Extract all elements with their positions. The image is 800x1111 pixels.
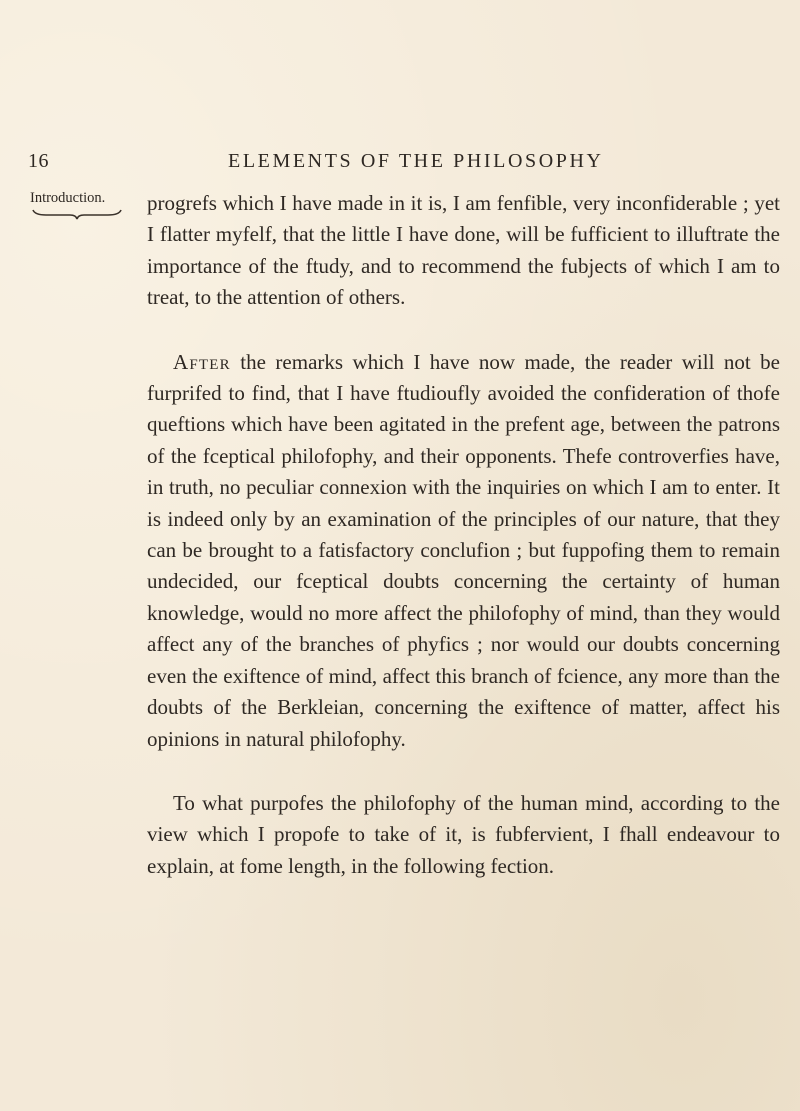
page-number: 16 [28, 150, 49, 172]
paragraph-2 [147, 347, 780, 755]
paragraph-1-text: progrefs which I have made in it is, I am fenfible, very inconfiderable ; yet I flatter myfelf, that the little I have done, will be fufficient to illuftrate the importance of the ftudy, and to recommend the fubjects of which I am to treat, to the attention of others. [147, 191, 780, 310]
brace-ornament [32, 208, 122, 220]
body-text [147, 188, 780, 882]
paragraph-2-lead: After [173, 349, 231, 374]
paragraph-3-text: To what purpofes the philofophy of the human mind, according to the view which I propofe to take of it, is fubfervient, I fhall endeavour to explain, at fome length, in the following fection. [147, 790, 780, 878]
paragraph-2-text: the remarks which I have now made, the reader will not be furprifed to find, that I have ftudioufly avoided the confideration of thofe queftions which have been agitated in the prefent age, between the patrons of the fceptical philofophy, and their opponents. Thefe controverfies have, in truth, no peculiar connexion with the inquiries on which I am to enter. It is indeed only by an examination of the principles of our nature, that they can be brought to a fatisfactory conclufion ; but fuppofing them to remain undecided, our fceptical doubts concerning the certainty of human knowledge, would no more affect the philofophy of mind, than they would affect any of the branches of phyfics ; nor would our doubts concerning even the exiftence of mind, affect this branch of fcience, any more than the doubts of the Berkleian, concerning the exiftence of matter, affect his opinions in natural philofophy. [147, 349, 780, 751]
margin-note [30, 191, 128, 220]
margin-note-label: Introduction. [30, 190, 106, 206]
running-head: ELEMENTS OF THE PHILOSOPHY [228, 150, 604, 172]
paragraph-3 [147, 788, 780, 882]
paragraph-1 [147, 188, 780, 314]
